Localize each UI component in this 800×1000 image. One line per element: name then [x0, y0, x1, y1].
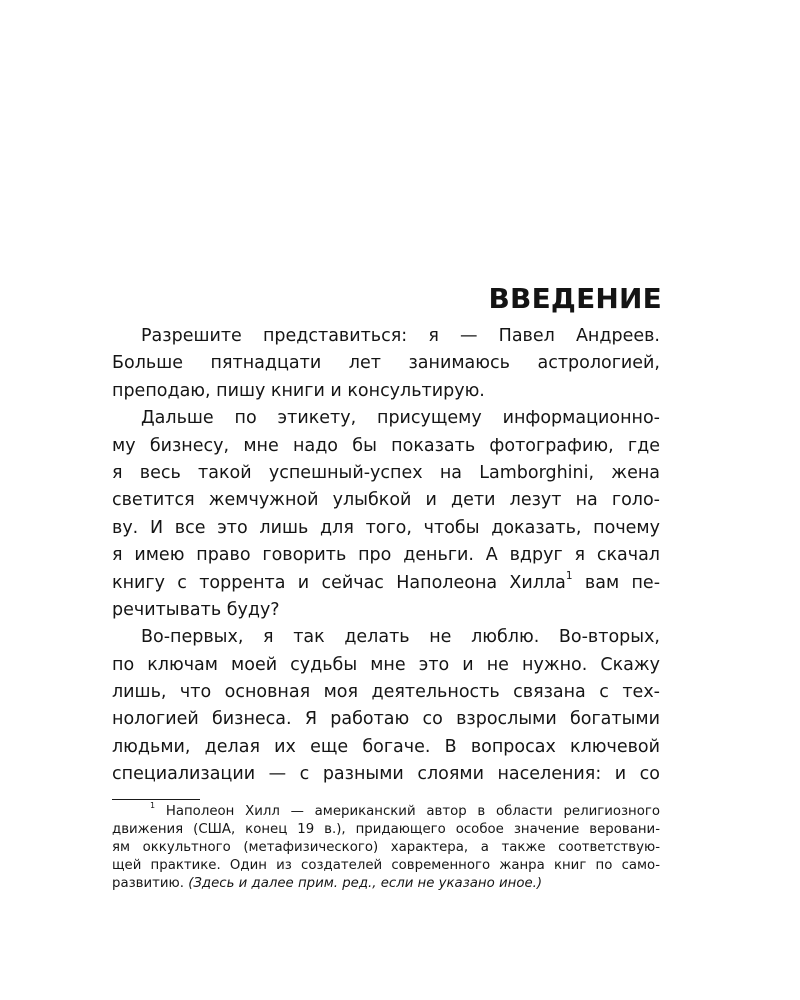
- footnote-line: движения (США, конец 19 в.), придающего особое значение веровани-: [112, 822, 660, 838]
- text-fragment: книгу с торрента и сейчас Наполеона Хилла: [112, 572, 566, 593]
- text-line: [112, 570, 660, 597]
- text-line: лишь, что основная моя деятельность связана с тех-: [112, 682, 660, 703]
- text-line: речитывать буду?: [112, 599, 280, 620]
- text-line: Дальше по этикету, присущему информационно-: [141, 408, 660, 429]
- footnote-divider: [112, 799, 200, 800]
- footnote-text: развитию.: [112, 876, 184, 892]
- footnote-line: ям оккультного (метафизического) характера, а также соответствую-: [112, 840, 660, 856]
- footnote-text: Наполеон Хилл — американский автор в области религиозного: [165, 804, 660, 819]
- text-line: по ключам моей судьбы мне это и не нужно. Скажу: [112, 654, 660, 675]
- text-line: специализации — с разными слоями населения: и со: [112, 764, 660, 785]
- text-line: преподаю, пишу книги и консультирую.: [112, 380, 485, 401]
- text-line: светится жемчужной улыбкой и дети лезут на голо-: [112, 490, 660, 511]
- body-text: [112, 323, 660, 789]
- editor-note: (Здесь и далее прим. ред., если не указано иное.): [188, 876, 543, 892]
- text-fragment: вам пе-: [572, 572, 661, 593]
- text-line: Больше пятнадцати лет занимаюсь астрологией,: [112, 353, 660, 374]
- chapter-heading: ВВЕДЕНИЕ: [488, 282, 662, 315]
- text-line: Во-первых, я так делать не люблю. Во-вторых,: [141, 627, 660, 648]
- text-line: нологией бизнеса. Я работаю со взрослыми богатыми: [112, 709, 660, 730]
- text-line: я весь такой успешный-успех на Lamborghini, жена: [112, 462, 660, 483]
- text-line: му бизнесу, мне надо бы показать фотографию, где: [112, 435, 660, 456]
- footnote-number: 1: [150, 800, 156, 810]
- text-line: я имею право говорить про деньги. А вдруг я скачал: [112, 545, 660, 566]
- footnote-line: [112, 875, 660, 893]
- text-line: Разрешите представиться: я — Павел Андреев.: [141, 326, 660, 346]
- text-line: людьми, делая их еще богаче. В вопросах ключевой: [112, 736, 660, 757]
- footnote: [112, 800, 660, 893]
- footnote-line: [112, 800, 660, 821]
- text-line: ву. И все это лишь для того, чтобы доказать, почему: [112, 517, 660, 538]
- footnote-reference: 1: [565, 569, 573, 582]
- footnote-line: щей практике. Один из создателей современного жанра книг по само-: [112, 858, 660, 874]
